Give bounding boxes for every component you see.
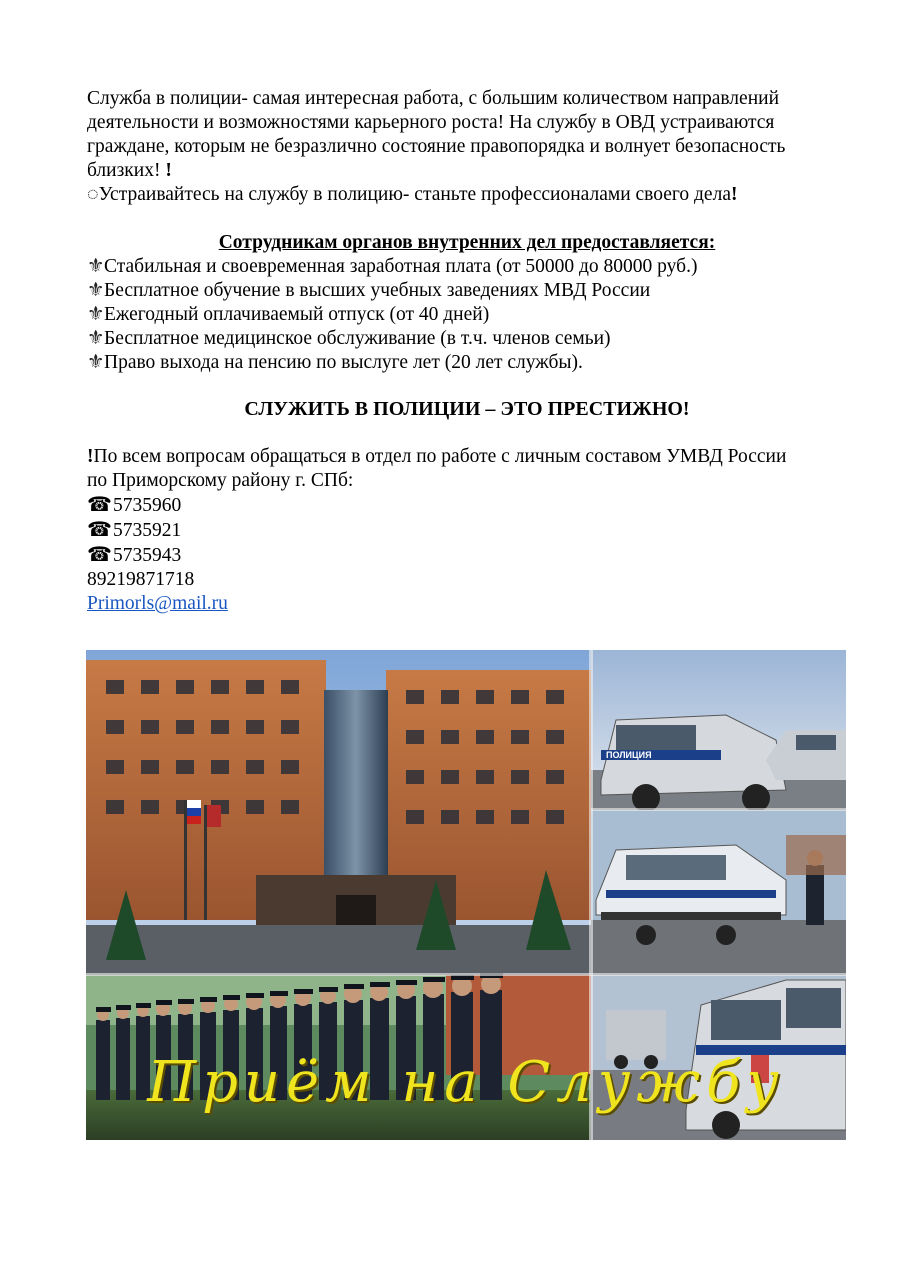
intro-line-text: близких! xyxy=(87,160,166,181)
call-exclamation: ! xyxy=(730,184,738,205)
benefit-item xyxy=(87,327,847,351)
intro-line: граждане, которым не безразлично состояние правопорядка и волнует безопасность xyxy=(87,136,786,157)
intro-paragraph xyxy=(87,87,847,207)
call-text: Устраивайтесь на службу в полицию- станьте профессионалами своего дела xyxy=(98,184,731,205)
phone-number: 5735943 xyxy=(113,545,182,566)
benefit-text: Право выхода на пенсию по выслуге лет (20 лет службы). xyxy=(104,352,583,373)
telephone-icon: ☎ xyxy=(87,544,112,566)
boat-photo xyxy=(591,810,846,975)
email-link[interactable]: Primorls@mail.ru xyxy=(87,593,228,614)
intro-line xyxy=(87,159,847,183)
benefit-text: Стабильная и своевременная заработная плата (от 50000 до 80000 руб.) xyxy=(104,256,698,277)
call-to-action xyxy=(87,183,847,207)
collage-caption: Приём на Службу xyxy=(147,1050,785,1115)
benefit-item xyxy=(87,279,847,303)
telephone-icon: ☎ xyxy=(87,494,112,516)
phone-number: 5735960 xyxy=(113,495,182,516)
contacts-line: по Приморскому району г. СПб: xyxy=(87,470,354,491)
benefits-list xyxy=(87,255,847,375)
intro-line: деятельности и возможностями карьерного роста! На службу в ОВД устраиваются xyxy=(87,112,775,133)
fleur-de-lis-icon: ⚜ xyxy=(87,256,105,277)
telephone-icon: ☎ xyxy=(87,519,112,541)
fleur-de-lis-icon: ⚜ xyxy=(87,280,105,301)
phone-row xyxy=(87,518,847,543)
vehicle-label-text: ПОЛИЦИЯ xyxy=(606,750,652,760)
document-body xyxy=(87,87,847,616)
benefit-item xyxy=(87,255,847,279)
intro-exclamation: ! xyxy=(165,160,172,181)
contacts-line xyxy=(87,445,847,469)
benefit-item xyxy=(87,351,847,375)
phone-number: 5735921 xyxy=(113,520,182,541)
fleur-de-lis-icon: ⚜ xyxy=(87,304,105,325)
benefits-heading: Сотрудникам органов внутренних дел предоставляется: xyxy=(218,232,716,253)
fleur-de-lis-icon: ⚜ xyxy=(87,328,105,349)
mobile-number: 89219871718 xyxy=(87,569,195,590)
photo-collage xyxy=(86,650,846,1140)
benefit-item xyxy=(87,303,847,327)
contacts-block xyxy=(87,445,847,616)
fleur-de-lis-icon: ⚜ xyxy=(87,352,105,373)
contacts-exclamation: ! xyxy=(87,446,94,467)
slogan-heading: СЛУЖИТЬ В ПОЛИЦИИ – ЭТО ПРЕСТИЖНО! xyxy=(244,398,690,420)
contacts-text: По всем вопросам обращаться в отдел по работе с личным составом УМВД России xyxy=(93,446,787,467)
phone-row xyxy=(87,493,847,518)
intro-line: Служба в полиции- самая интересная работа, с большим количеством направлений xyxy=(87,88,780,109)
phone-row xyxy=(87,543,847,568)
benefit-text: Бесплатное обучение в высших учебных заведениях МВД России xyxy=(104,280,651,301)
call-prefix-glyph: ◌ xyxy=(87,184,99,205)
vehicles-photo xyxy=(591,650,846,812)
benefit-text: Ежегодный оплачиваемый отпуск (от 40 дней) xyxy=(104,304,490,325)
benefit-text: Бесплатное медицинское обслуживание (в т.ч. членов семьи) xyxy=(104,328,611,349)
building-photo xyxy=(86,650,591,975)
